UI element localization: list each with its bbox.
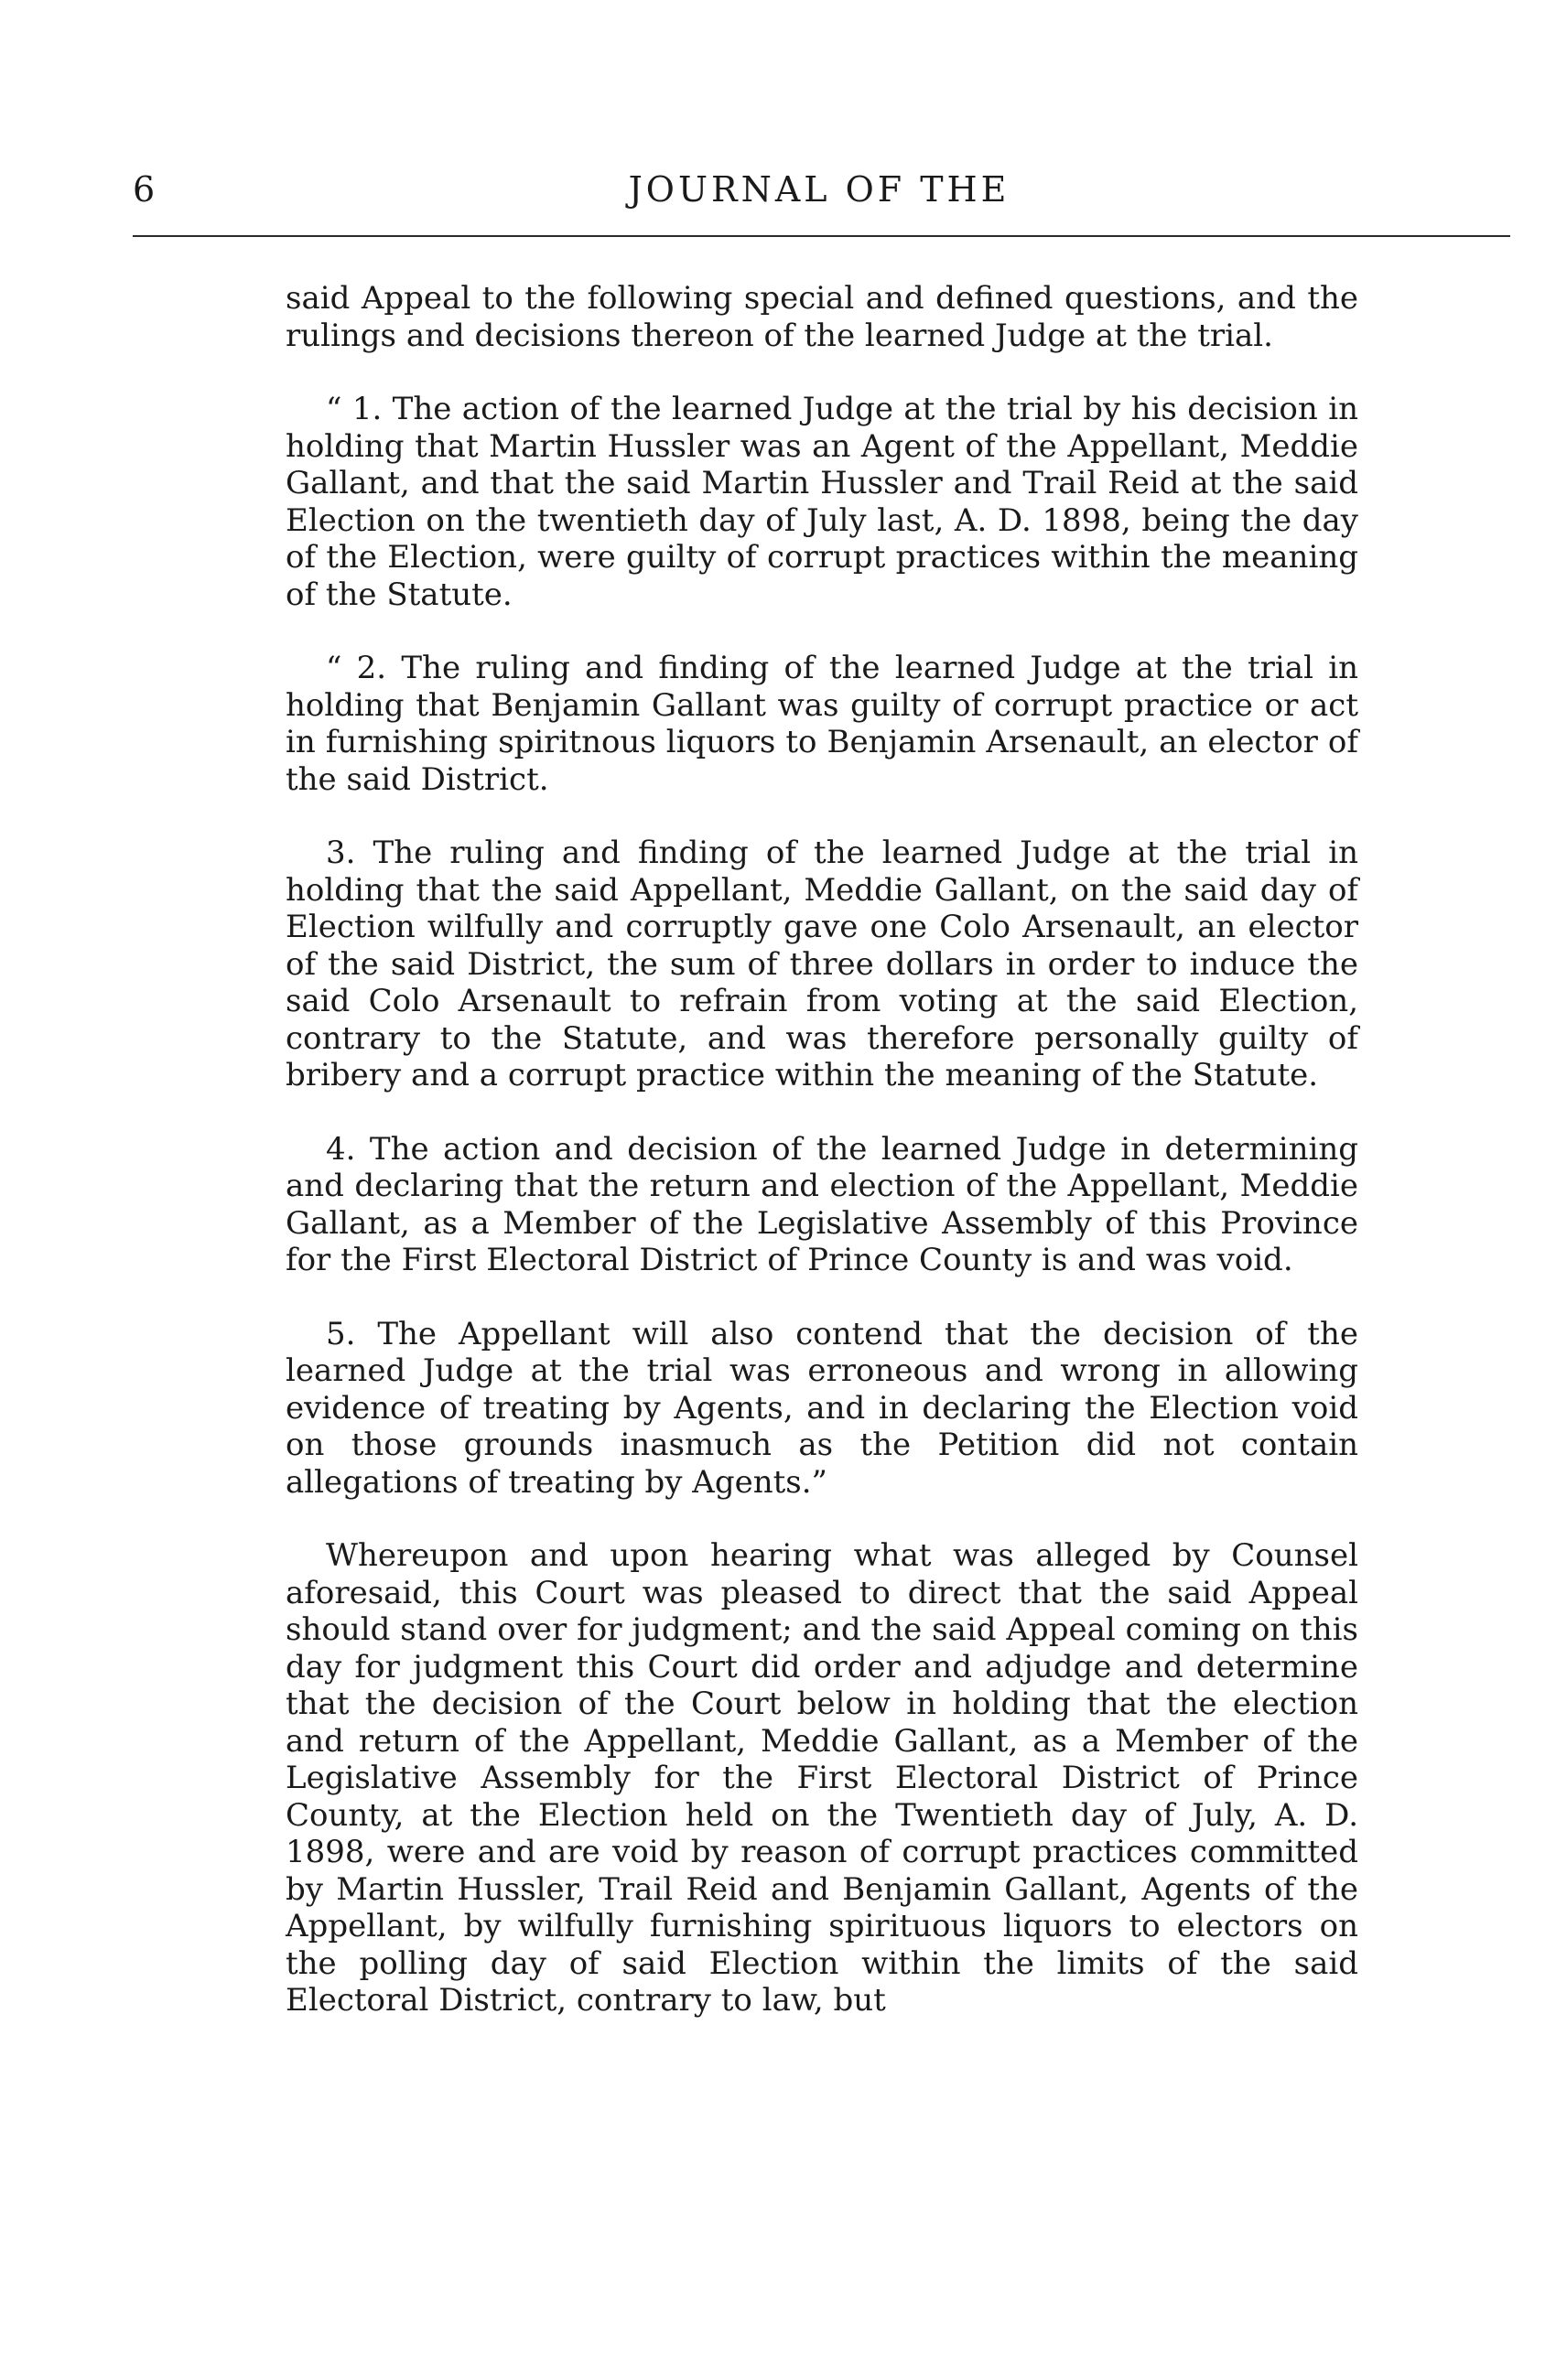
page-number: 6 (133, 169, 156, 210)
paragraph-question-1: “ 1. The action of the learned Judge at the trial by his decision in holding that Martin Hussler was an Agent of the Appellant, Meddie Gallant, and that the said Martin Hussler and Trail Reid at the said Election on the twentieth day of July last, A. D. 1898, being the day of the Election, were guilty of corrupt practices within the meaning of the Statute. (286, 391, 1358, 613)
paragraph-appeal-intro: said Appeal to the following special and defined questions, and the rulings and decisions thereon of the learned Judge at the trial. (286, 280, 1358, 354)
paragraph-question-4: 4. The action and decision of the learned Judge in determining and declaring that the return and election of the Appellant, Meddie Gallant, as a Member of the Legislative Assembly of this Province for the First Electoral District of Prince County is and was void. (286, 1130, 1358, 1278)
header-rule (133, 235, 1510, 237)
paragraph-judgment: Whereupon and upon hearing what was alleged by Counsel aforesaid, this Court was pleased to direct that the said Appeal should stand over for judgment; and the said Appeal coming on this day for judgment this Court did order and adjudge and determine that the decision of the Court below in holding that the election and return of the Appellant, Meddie Gallant, as a Member of the Legislative Assembly for the First Electoral District of Prince County, at the Election held on the Twentieth day of July, A. D. 1898, were and are void by reason of corrupt practices committed by Martin Hussler, Trail Reid and Benjamin Gallant, Agents of the Appellant, by wilfully furnishing spirituous liquors to electors on the polling day of said Election within the limits of the said Electoral District, contrary to law, but (286, 1537, 1358, 2019)
running-title: JOURNAL OF THE (628, 169, 1010, 210)
page-header (133, 167, 1506, 221)
paragraph-question-5: 5. The Appellant will also contend that the decision of the learned Judge at the trial was erroneous and wrong in allowing evidence of treating by Agents, and in declaring the Election void on those grounds inasmuch as the Petition did not contain allegations of treating by Agents.” (286, 1315, 1358, 1501)
paragraph-question-3: 3. The ruling and finding of the learned Judge at the trial in holding that the said Appellant, Meddie Gallant, on the said day of Election wilfully and corruptly gave one Colo Arsenault, an elector of the said District, the sum of three dollars in order to induce the said Colo Arsenault to refrain from voting at the said Election, contrary to the Statute, and was therefore personally guilty of bribery and a corrupt practice within the meaning of the Statute. (286, 835, 1358, 1093)
paragraph-question-2: “ 2. The ruling and finding of the learned Judge at the trial in holding that Benjamin Gallant was guilty of corrupt practice or act in furnishing spiritnous liquors to Benjamin Arsenault, an elector of the said District. (286, 650, 1358, 798)
body-text (286, 280, 1358, 2019)
